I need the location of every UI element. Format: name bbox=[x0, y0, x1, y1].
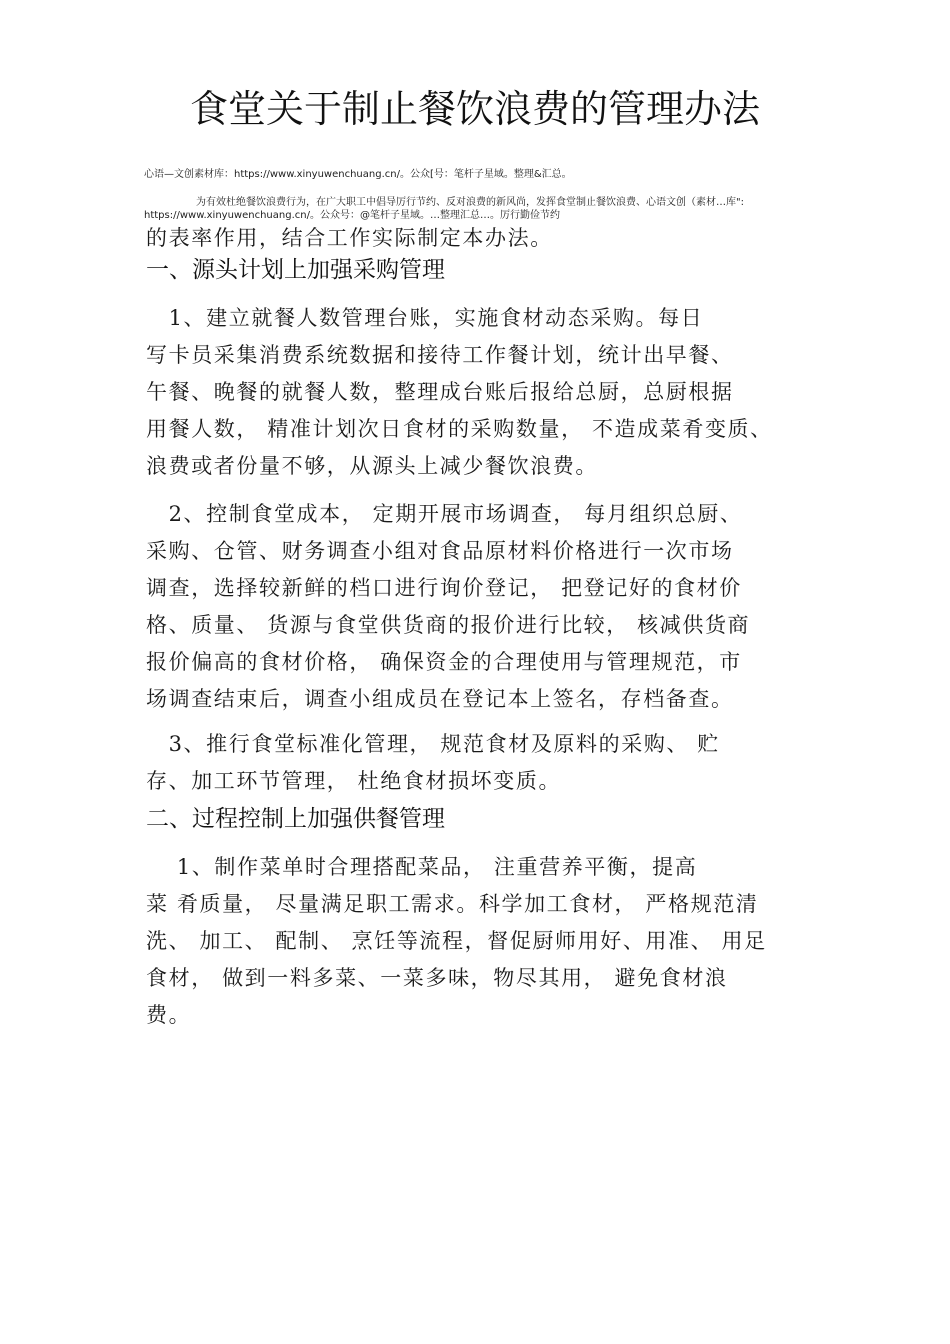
paragraph-line: 食材， 做到一料多菜、一菜多味，物尽其用， 避免食材浪 bbox=[146, 966, 728, 990]
paragraph-line: 2、控制食堂成本， 定期开展市场调查， 每月组织总厨、 bbox=[146, 502, 743, 526]
paragraph-line: 格、质量、 货源与食堂供货商的报价进行比较， 核减供货商 bbox=[146, 613, 751, 637]
paragraph-line: 调查，选择较新鲜的档口进行询价登记， 把登记好的食材价 bbox=[146, 576, 742, 600]
paragraph-line: 费。 bbox=[146, 1003, 192, 1027]
paragraph-line: 午餐、晚餐的就餐人数，整理成台账后报给总厨，总厨根据 bbox=[146, 380, 734, 404]
section2-paragraph-1 bbox=[146, 849, 816, 1034]
paragraph-line: 的表率作用，结合工作实际制定本办法。 bbox=[146, 226, 553, 250]
paragraph-line: 场调查结束后，调查小组成员在登记本上签名，存档备查。 bbox=[146, 687, 734, 711]
intro-paragraph bbox=[146, 220, 816, 257]
paragraph-line: 浪费或者份量不够，从源头上减少餐饮浪费。 bbox=[146, 454, 598, 478]
intro-note: 为有效杜绝餐饮浪费行为，在广大职工中倡导厉行节约、反对浪费的新风尚，发挥食堂制止餐饮浪费、心语文创（素材…库": bbox=[196, 197, 744, 208]
section1-paragraph-2 bbox=[146, 496, 816, 718]
paragraph-line: 1、制作菜单时合理搭配菜品， 注重营养平衡，提高 bbox=[146, 855, 698, 879]
paragraph-line: 洗、 加工、 配制、 烹饪等流程，督促厨师用好、用准、 用足 bbox=[146, 929, 767, 953]
section1-paragraph-3 bbox=[146, 726, 816, 800]
paragraph-line: 采购、仓管、财务调查小组对食品原材料价格进行一次市场 bbox=[146, 539, 734, 563]
paragraph-line: 1、建立就餐人数管理台账，实施食材动态采购。每日 bbox=[146, 306, 704, 330]
document-title: 食堂关于制止餐饮浪费的管理办法 bbox=[189, 87, 760, 131]
paragraph-line: 报价偏高的食材价格， 确保资金的合理使用与管理规范，市 bbox=[146, 650, 742, 674]
paragraph-line: 3、推行食堂标准化管理， 规范食材及原料的采购、 贮 bbox=[146, 732, 720, 756]
source-note: 心语—文创素材库：https://www.xinyuwenchuang.cn/。公众[号：笔杆子星域。整理&汇总。 bbox=[144, 169, 572, 180]
section1-paragraph-1 bbox=[146, 300, 816, 485]
section-heading-1: 一、源头计划上加强采购管理 bbox=[146, 257, 445, 283]
paragraph-line: 菜 肴质量， 尽量满足职工需求。科学加工食材， 严格规范清 bbox=[146, 892, 759, 916]
intro-note-continued: https://www.xinyuwenchuang.cn/。公众号：@笔杆子星域。…整理汇总…。厉行勤俭节约 bbox=[144, 210, 560, 221]
section-heading-2: 二、过程控制上加强供餐管理 bbox=[146, 806, 445, 832]
paragraph-line: 存、加工环节管理， 杜绝食材损坏变质。 bbox=[146, 769, 562, 793]
paragraph-line: 写卡员采集消费系统数据和接待工作餐计划，统计出早餐、 bbox=[146, 343, 734, 367]
paragraph-line: 用餐人数， 精准计划次日食材的采购数量， 不造成菜肴变质、 bbox=[146, 417, 773, 441]
